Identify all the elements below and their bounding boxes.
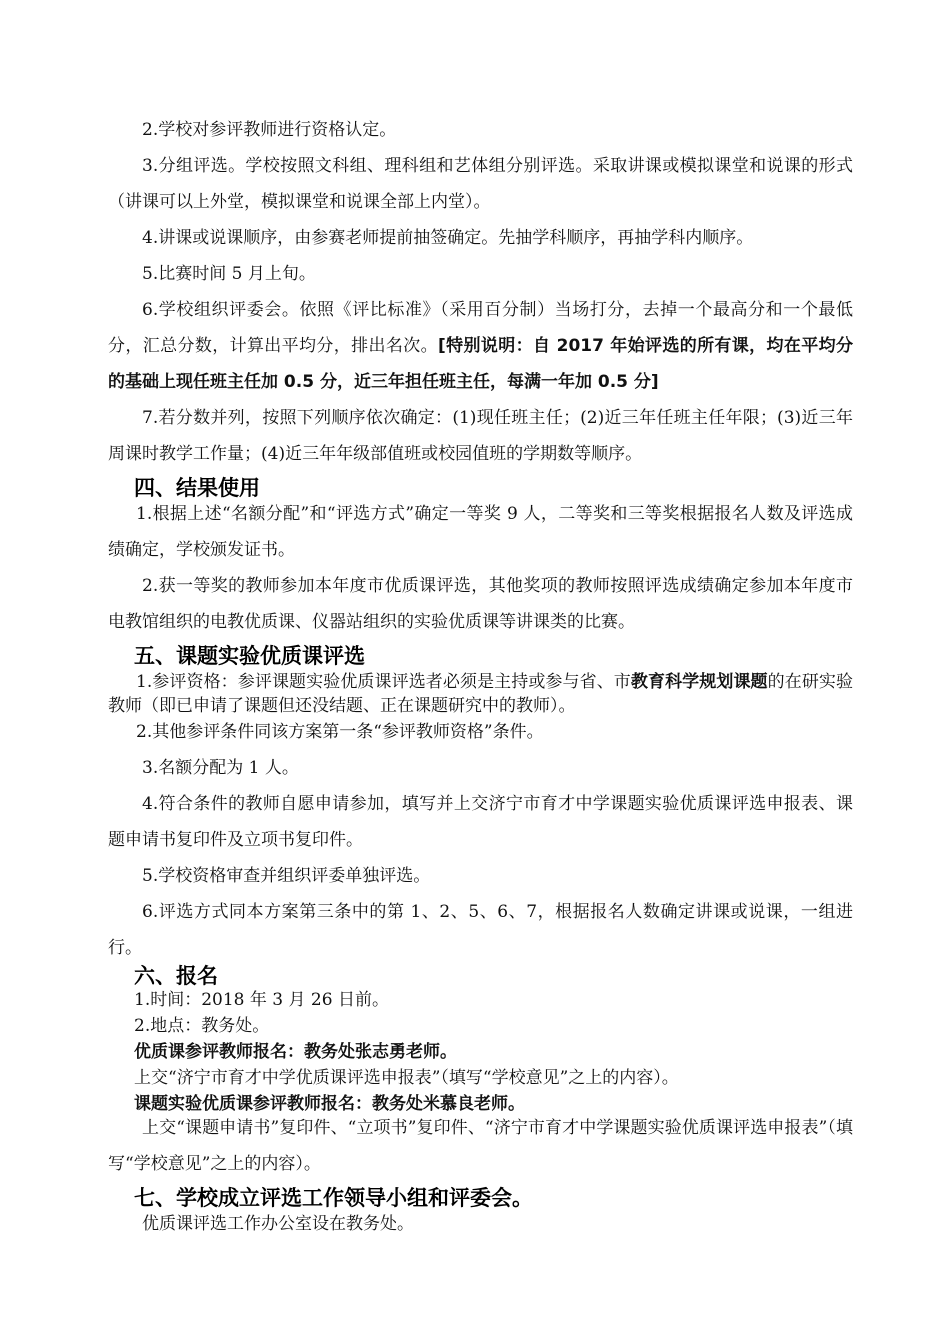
reg-place: 2.地点：教务处。	[134, 1016, 270, 1036]
item-3-6	[108, 292, 853, 400]
reg-time: 1.时间：2018 年 3 月 26 日前。	[134, 990, 389, 1010]
item-3-2: 2.学校对参评教师进行资格认定。	[142, 120, 397, 140]
item-5-1-bold: 教育科学规划课题	[630, 672, 768, 692]
item-5-2: 2.其他参评条件同该方案第一条“参评教师资格”条件。	[136, 722, 544, 742]
item-5-1	[108, 670, 853, 718]
item-4-1: 1.根据上述“名额分配”和“评选方式”确定一等奖 9 人，二等奖和三等奖根据报名人数及评选成绩确定，学校颁发证书。	[108, 504, 853, 560]
item-4-2: 2.获一等奖的教师参加本年度市优质课评选，其他奖项的教师按照评选成绩确定参加本年度市电教馆组织的电教优质课、仪器站组织的实验优质课等讲课类的比赛。	[108, 576, 853, 632]
item-5-4: 4.符合条件的教师自愿申请参加，填写并上交济宁市育才中学课题实验优质课评选申报表、课题申请书复印件及立项书复印件。	[108, 794, 853, 850]
item-3-6-text: 6.学校组织评委会。依照《评比标准》（采用百分制）当场打分，去掉一个最高分和一个最低分，汇总分数，计算出平均分，排出名次。	[108, 300, 853, 356]
item-5-1-a: 1.参评资格：参评课题实验优质课评选者必须是主持或参与省、市	[136, 672, 631, 692]
item-5-3: 3.名额分配为 1 人。	[142, 758, 299, 778]
heading-results: 四、结果使用	[134, 476, 260, 500]
reg-contact-2: 课题实验优质课参评教师报名：教务处米慕良老师。	[134, 1094, 525, 1114]
reg-submit-1: 上交“济宁市育才中学优质课评选申报表”（填写“学校意见”之上的内容）。	[134, 1068, 679, 1088]
heading-committee: 七、学校成立评选工作领导小组和评委会。	[134, 1186, 533, 1210]
heading-registration: 六、报名	[134, 964, 218, 988]
item-3-7: 7.若分数并列，按照下列顺序依次确定：(1)现任班主任；(2)近三年任班主任年限；(3)近三年周课时教学工作量；(4)近三年年级部值班或校园值班的学期数等顺序。	[108, 408, 853, 464]
heading-research-course: 五、课题实验优质课评选	[134, 644, 365, 668]
reg-contact-1: 优质课参评教师报名：教务处张志勇老师。	[134, 1042, 457, 1062]
special-note: [特别说明：自 2017 年始评选的所有课，均在平均分的基础上现任班主任加 0.5 分，近三年担任班主任，每满一年加 0.5 分]	[108, 336, 854, 392]
office-location: 优质课评选工作办公室设在教务处。	[142, 1214, 414, 1234]
item-3-5: 5.比赛时间 5 月上旬。	[142, 264, 316, 284]
item-3-4: 4.讲课或说课顺序，由参赛老师提前抽签确定。先抽学科顺序，再抽学科内顺序。	[142, 228, 754, 248]
item-5-6: 6.评选方式同本方案第三条中的第 1、2、5、6、7，根据报名人数确定讲课或说课，一组进行。	[108, 902, 853, 958]
item-5-5: 5.学校资格审查并组织评委单独评选。	[142, 866, 431, 886]
item-3-3: 3.分组评选。学校按照文科组、理科组和艺体组分别评选。采取讲课或模拟课堂和说课的形式（讲课可以上外堂，模拟课堂和说课全部上内堂）。	[108, 156, 853, 212]
item-5-1-b: 的在研实验教师（即已申请了课题但还没结题、正在课题研究中的教师）。	[108, 672, 854, 716]
reg-submit-2: 上交“课题申请书”复印件、“立项书”复印件、“济宁市育才中学课题实验优质课评选申报表”（填写“学校意见”之上的内容）。	[108, 1118, 853, 1174]
